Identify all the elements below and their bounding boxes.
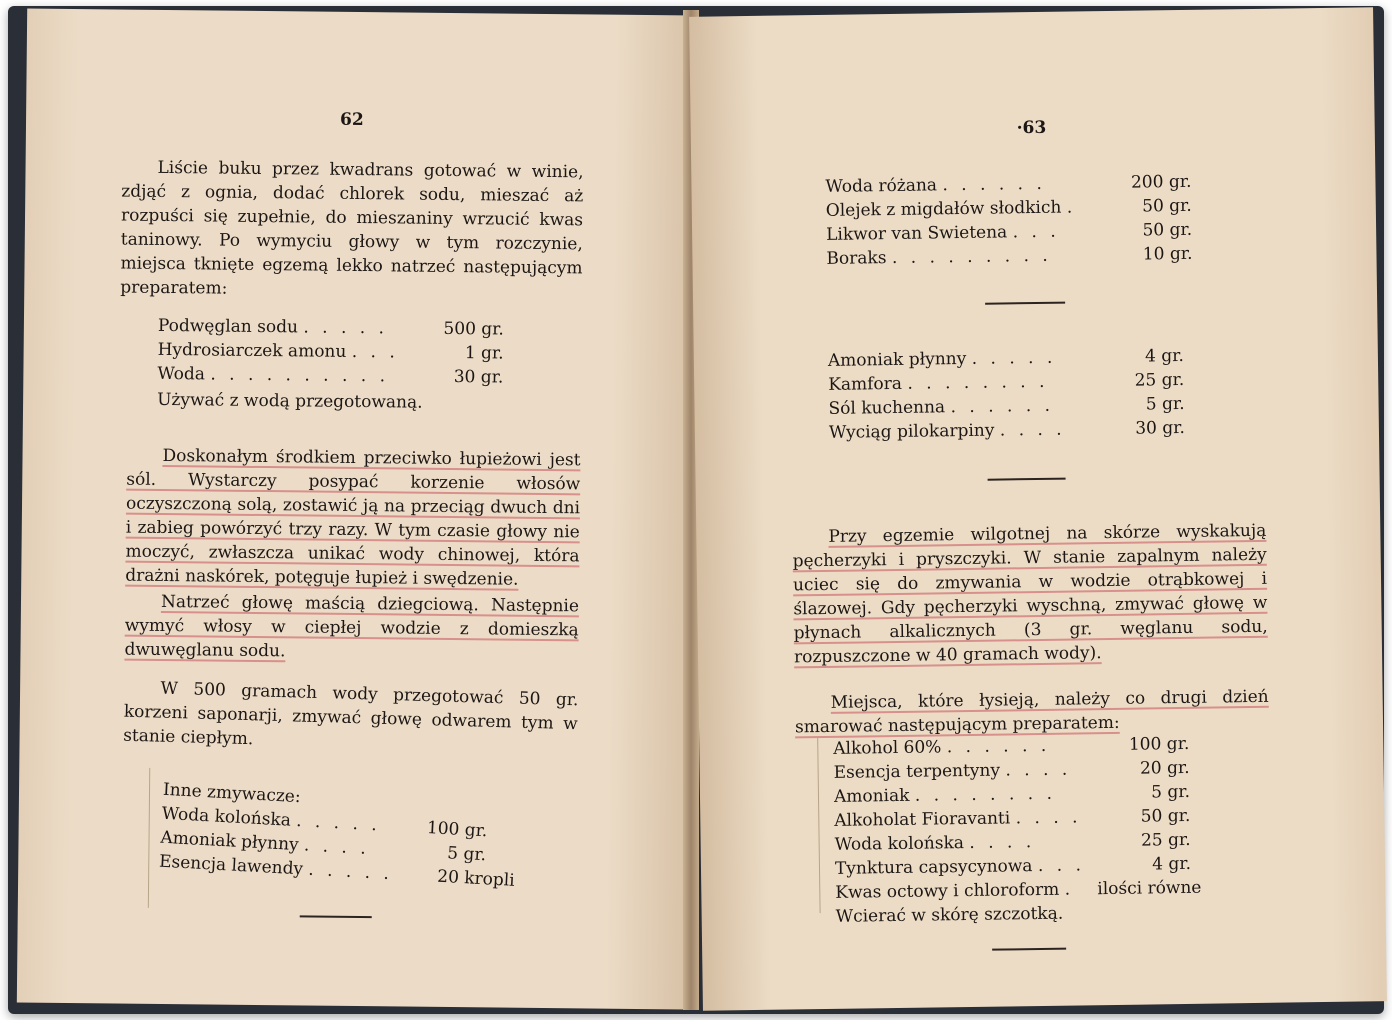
recipe-item-amount: 50 gr. <box>1142 195 1192 217</box>
recipe-note: Używać z wodą przegotowaną. <box>157 389 423 413</box>
paragraph: Natrzeć głowę maścią dziegciową. Następnie wymyć włosy w ciepłej wodzie z domieszką dwuwęglanu sodu. <box>124 591 580 662</box>
right-page <box>689 7 1387 1010</box>
recipe-item-amount: 5 gr. <box>446 843 487 866</box>
recipe-item-name: Esencja lawendy . . . . . <box>158 851 394 885</box>
pencil-bracket <box>817 737 820 913</box>
recipe-item-amount: 50 gr. <box>1142 219 1193 241</box>
recipe-item-name: Esencja terpentyny . . . . <box>833 759 1072 783</box>
recipe-item-name: Hydrosiarczek amonu . . . <box>157 339 399 363</box>
recipe-item-name: Tynktura capsycynowa . . . <box>834 855 1086 879</box>
recipe-item-name: Amoniak płynny . . . . <box>159 827 371 859</box>
recipe-item-amount: 5 gr. <box>1151 781 1191 803</box>
recipe-item-name: Kwas octowy i chloroform . <box>835 879 1075 903</box>
recipe-item-name: Sól kuchenna . . . . . . <box>828 395 1055 419</box>
recipe-item-amount: 100 gr. <box>426 818 488 842</box>
recipe-item-amount: 50 gr. <box>1140 805 1191 827</box>
recipe-item-name: Alkohol 60% . . . . . . <box>833 735 1051 759</box>
recipe-item-amount: 4 gr. <box>1144 345 1185 367</box>
recipe-item-name: Alkoholat Fioravanti . . . . <box>834 807 1082 831</box>
recipe-item-amount: 25 gr. <box>1134 369 1185 391</box>
recipe-title: Inne zmywacze: <box>162 779 302 808</box>
recipe-item-amount: 10 gr. <box>1142 243 1193 265</box>
recipe-item-name: Wyciąg pilokarpiny . . . . <box>828 419 1066 443</box>
recipe-item-amount: 5 gr. <box>1145 393 1185 415</box>
recipe-item-name: Amoniak płynny . . . . . <box>827 347 1057 371</box>
recipe-item-amount: 100 gr. <box>1128 733 1190 755</box>
recipe-item-name: Boraks . . . . . . . . . <box>826 245 1052 269</box>
recipe-item-name: Podwęglan sodu . . . . . <box>157 315 389 339</box>
left-page <box>17 9 695 1010</box>
recipe-list <box>17 9 695 1010</box>
recipe-item-name: Likwor van Swietena . . . <box>826 221 1060 245</box>
recipe-item-amount: 30 gr. <box>453 367 504 388</box>
recipe-item-amount: 200 gr. <box>1130 171 1192 193</box>
recipe-item-name: Amoniak . . . . . . . . <box>833 783 1057 807</box>
recipe-item-name: Woda różana . . . . . . <box>825 173 1046 197</box>
recipe-item-amount: 500 gr. <box>443 318 504 340</box>
recipe-note: Wcierać w skórę szczotką. <box>835 903 1064 927</box>
recipe-item-amount: 4 gr. <box>1152 853 1192 875</box>
recipe-item-amount: ilości równe <box>1097 877 1202 900</box>
recipe-item-amount: 1 gr. <box>464 343 504 364</box>
recipe-item-name: Kamfora . . . . . . . . <box>828 371 1049 395</box>
recipe-item-name: Olejek z migdałów słodkich . <box>825 197 1077 221</box>
recipe-item-amount: 25 gr. <box>1140 829 1191 851</box>
recipe-item-amount: 20 kropli <box>436 866 516 891</box>
section-divider <box>988 478 1066 481</box>
recipe-item-name: Woda kolońska . . . . . <box>161 803 382 836</box>
paragraph: Doskonałym środkiem przeciwko łupieżowi jest sól. Wystarczy posypać korzenie włosów oczyszczoną solą, zostawić ją na przeciąg dwuch dni i zabieg powórzyć trzy razy. W tym czasie głowy nie moczyć, zwłaszcza unikać wody chinowej, która drażni naskórek, potęguje łupież i swędzenie. <box>125 445 581 590</box>
recipe-item-name: Woda kolońska . . . . <box>834 832 1036 855</box>
paragraph: W 500 gramach wody przegotować 50 gr. korzeni saponarji, zmywać głowę odwarem tym w stanie ciepłym. <box>122 678 579 750</box>
page-number: ·63 <box>1016 117 1047 139</box>
paragraph: Przy egzemie wilgotnej na skórze wyskakują pęcherzyki i pryszczyki. W stanie zapalnym należy uciec się do zmywania w wodzie otrąbkowej i ślazowej. Gdy pęcherzyki wyschną, zmywać głowę w płynach alkalicznych (3 gr. węglanu sodu, rozpuszczone w 40 gramach wody). <box>792 520 1268 668</box>
recipe-item-amount: 20 gr. <box>1139 757 1190 779</box>
paragraph: Liście buku przez kwadrans gotować w winie, zdjąć z ognia, dodać chlorek sodu, mieszać aż rozpuści się zupełnie, do mieszaniny wrzucić kwas taninowy. Po wymyciu głowy w tym rozczynie, miejsca tknięte egzemą lekko natrzeć następującym preparatem: <box>120 157 584 299</box>
paragraph: Miejsca, które łysieją, należy co drugi dzień smarować następującym preparatem: <box>794 686 1269 738</box>
section-divider <box>992 948 1066 951</box>
recipe-item-amount: 30 gr. <box>1135 417 1186 439</box>
page-number: 62 <box>339 109 364 131</box>
recipe-item-name: Woda . . . . . . . . . . <box>157 363 390 387</box>
section-divider <box>985 302 1065 305</box>
